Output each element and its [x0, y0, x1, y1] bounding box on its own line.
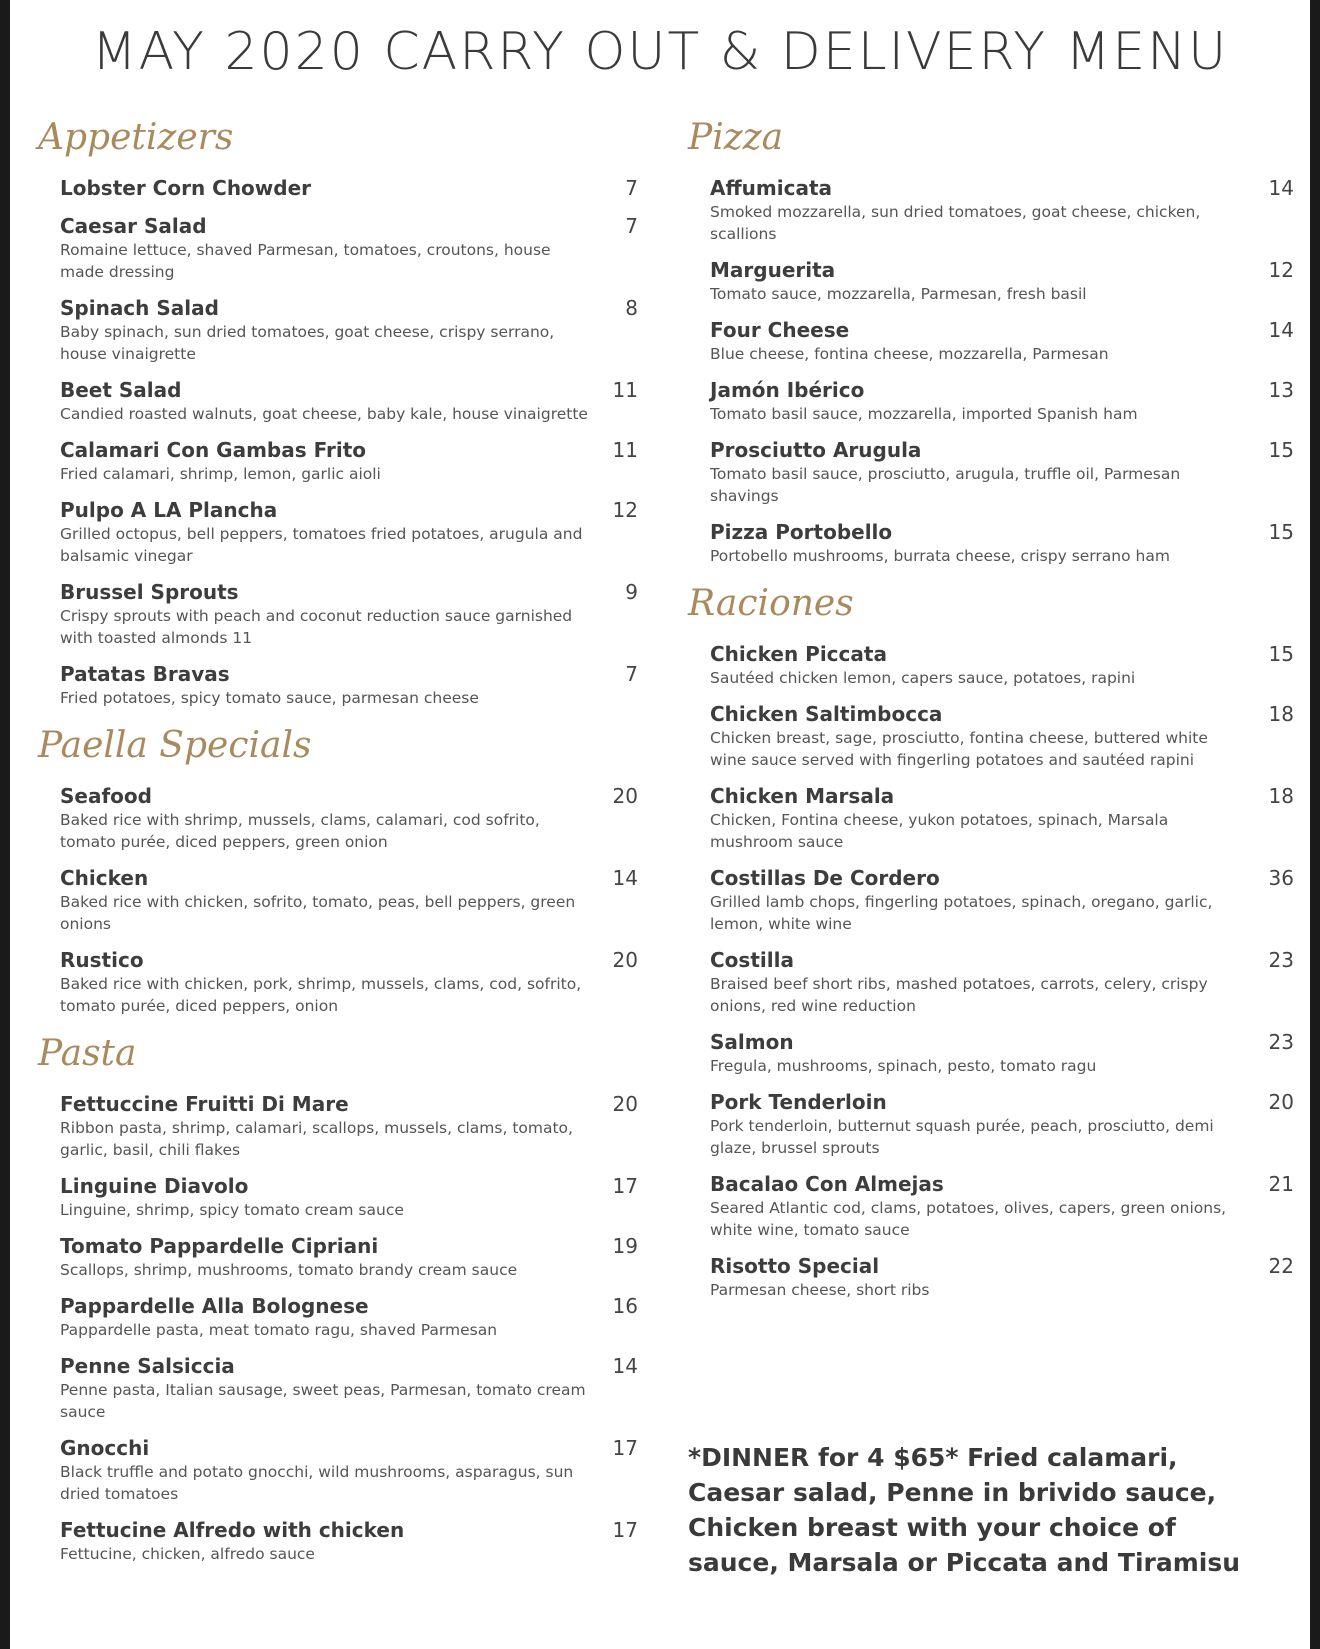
menu-item-price: 14 [612, 1354, 638, 1378]
menu-item [688, 317, 1304, 365]
menu-item-price: 11 [612, 378, 638, 402]
menu-item-name: Caesar Salad [60, 214, 207, 238]
menu-item-name: Tomato Pappardelle Cipriani [60, 1234, 379, 1258]
menu-item-description: Pappardelle pasta, meat tomato ragu, shaved Parmesan [60, 1321, 498, 1339]
menu-item-description: Penne pasta, Italian sausage, sweet peas, Parmesan, tomato cream sauce [60, 1381, 586, 1421]
menu-item-description: Candied roasted walnuts, goat cheese, baby kale, house vinaigrette [60, 405, 588, 423]
menu-item-name: Pork Tenderloin [710, 1090, 887, 1114]
menu-item [688, 865, 1304, 935]
menu-item-name: Costilla [710, 948, 794, 972]
menu-item-name: Pizza Portobello [710, 520, 893, 544]
menu-item-description: Scallops, shrimp, mushrooms, tomato brandy cream sauce [60, 1261, 518, 1279]
menu-item-price: 20 [612, 1092, 638, 1116]
menu-item-name: Linguine Diavolo [60, 1174, 249, 1198]
menu-item [688, 947, 1304, 1017]
menu-item [688, 437, 1304, 507]
menu-item [38, 947, 648, 1017]
menu-item-description: Braised beef short ribs, mashed potatoes, carrots, celery, crispy onions, red wine reduction [710, 975, 1208, 1015]
menu-item [38, 1435, 648, 1505]
menu-item-price: 11 [612, 438, 638, 462]
menu-item-description: Fried calamari, shrimp, lemon, garlic aioli [60, 465, 381, 483]
menu-item-description: Grilled lamb chops, fingerling potatoes, spinach, oregano, garlic, lemon, white wine [710, 893, 1213, 933]
menu-item-price: 7 [625, 662, 638, 686]
menu-item [38, 1293, 648, 1341]
menu-item-price: 14 [1268, 176, 1294, 200]
menu-item-name: Jamón Ibérico [710, 378, 865, 402]
menu-item [688, 1253, 1304, 1301]
right-column [688, 115, 1304, 1315]
menu-item-description: Romaine lettuce, shaved Parmesan, tomatoes, croutons, house made dressing [60, 241, 551, 281]
menu-item [38, 213, 648, 283]
menu-item-price: 20 [612, 784, 638, 808]
section-title: Appetizers [38, 117, 234, 158]
menu-item-description: Fregula, mushrooms, spinach, pesto, tomato ragu [710, 1057, 1097, 1075]
menu-section-raciones [688, 581, 1304, 1301]
menu-item-name: Costillas De Cordero [710, 866, 940, 890]
menu-item-description: Tomato sauce, mozzarella, Parmesan, fresh basil [710, 285, 1087, 303]
menu-item [688, 783, 1304, 853]
section-title: Paella Specials [38, 725, 312, 766]
menu-item-description: Baked rice with chicken, pork, shrimp, mussels, clams, cod, sofrito, tomato purée, diced peppers, onion [60, 975, 582, 1015]
menu-item-description: Parmesan cheese, short ribs [710, 1281, 930, 1299]
menu-item [688, 1089, 1304, 1159]
section-title: Pasta [38, 1033, 137, 1074]
menu-section-pasta [38, 1031, 648, 1565]
menu-page [10, 0, 1310, 1649]
menu-item [688, 1171, 1304, 1241]
menu-item [688, 519, 1304, 567]
menu-item-name: Brussel Sprouts [60, 580, 239, 604]
menu-item-price: 21 [1268, 1172, 1294, 1196]
menu-item-name: Pappardelle Alla Bolognese [60, 1294, 369, 1318]
dinner-special: *DINNER for 4 $65* Fried calamari, Caesar salad, Penne in brivido sauce, Chicken breast with your choice of sauce, Marsala or Piccata and Tiramisu [688, 1443, 1241, 1577]
menu-item-price: 20 [612, 948, 638, 972]
menu-item-price: 8 [625, 296, 638, 320]
menu-item-description: Blue cheese, fontina cheese, mozzarella, Parmesan [710, 345, 1109, 363]
menu-item [688, 1029, 1304, 1077]
section-title: Pizza [688, 117, 784, 158]
menu-item-name: Chicken Marsala [710, 784, 895, 808]
menu-item [38, 1517, 648, 1565]
menu-item-name: Salmon [710, 1030, 794, 1054]
menu-item-price: 12 [612, 498, 638, 522]
menu-item-price: 20 [1268, 1090, 1294, 1114]
menu-item-price: 9 [625, 580, 638, 604]
menu-item-price: 13 [1268, 378, 1294, 402]
menu-item-name: Affumicata [710, 176, 833, 200]
menu-item [688, 175, 1304, 245]
menu-item [38, 437, 648, 485]
menu-item [38, 661, 648, 709]
menu-item-price: 22 [1268, 1254, 1294, 1278]
menu-item [38, 1233, 648, 1281]
menu-item-name: Chicken Piccata [710, 642, 887, 666]
menu-item-description: Fried potatoes, spicy tomato sauce, parmesan cheese [60, 689, 479, 707]
menu-item-price: 17 [612, 1436, 638, 1460]
menu-item-name: Bacalao Con Almejas [710, 1172, 944, 1196]
left-column [38, 115, 648, 1579]
menu-item-price: 15 [1268, 438, 1294, 462]
menu-item [38, 783, 648, 853]
menu-item-description: Baked rice with chicken, sofrito, tomato, peas, bell peppers, green onions [60, 893, 576, 933]
menu-item-name: Gnocchi [60, 1436, 150, 1460]
menu-item-name: Four Cheese [710, 318, 850, 342]
menu-item-price: 36 [1268, 866, 1294, 890]
menu-item-price: 15 [1268, 642, 1294, 666]
menu-item-description: Smoked mozzarella, sun dried tomatoes, goat cheese, chicken, scallions [710, 203, 1201, 243]
menu-item-description: Sautéed chicken lemon, capers sauce, potatoes, rapini [710, 669, 1136, 687]
menu-item-price: 7 [625, 214, 638, 238]
menu-item-name: Fettucine Alfredo with chicken [60, 1518, 405, 1542]
menu-item-name: Rustico [60, 948, 144, 972]
menu-item-name: Lobster Corn Chowder [60, 176, 312, 200]
menu-item [38, 1091, 648, 1161]
menu-item-name: Seafood [60, 784, 152, 808]
menu-item-description: Crispy sprouts with peach and coconut reduction sauce garnished with toasted almonds 11 [60, 607, 573, 647]
menu-item-name: Marguerita [710, 258, 836, 282]
menu-section-appetizers [38, 115, 648, 709]
menu-item-description: Grilled octopus, bell peppers, tomatoes fried potatoes, arugula and balsamic vinegar [60, 525, 583, 565]
menu-item-price: 16 [612, 1294, 638, 1318]
menu-item [38, 377, 648, 425]
menu-item-price: 18 [1268, 702, 1294, 726]
menu-item-description: Linguine, shrimp, spicy tomato cream sauce [60, 1201, 404, 1219]
menu-item-name: Pulpo A LA Plancha [60, 498, 278, 522]
menu-item-name: Fettuccine Fruitti Di Mare [60, 1092, 349, 1116]
menu-item-name: Beet Salad [60, 378, 182, 402]
menu-item-description: Portobello mushrooms, burrata cheese, crispy serrano ham [710, 547, 1170, 565]
menu-item [38, 295, 648, 365]
menu-item-description: Pork tenderloin, butternut squash purée, peach, prosciutto, demi glaze, brussel sprouts [710, 1117, 1214, 1157]
menu-item [38, 579, 648, 649]
menu-item-name: Prosciutto Arugula [710, 438, 922, 462]
menu-item [38, 865, 648, 935]
menu-item-name: Calamari Con Gambas Frito [60, 438, 366, 462]
menu-item [688, 377, 1304, 425]
menu-item-price: 7 [625, 176, 638, 200]
menu-item-name: Spinach Salad [60, 296, 219, 320]
menu-item-price: 17 [612, 1518, 638, 1542]
menu-section-paella-specials [38, 723, 648, 1017]
menu-item-description: Tomato basil sauce, mozzarella, imported Spanish ham [710, 405, 1138, 423]
menu-item-description: Baked rice with shrimp, mussels, clams, calamari, cod sofrito, tomato purée, diced peppers, green onion [60, 811, 540, 851]
menu-item-description: Baby spinach, sun dried tomatoes, goat cheese, crispy serrano, house vinaigrette [60, 323, 555, 363]
menu-item-price: 17 [612, 1174, 638, 1198]
section-title: Raciones [688, 583, 854, 624]
menu-title: MAY 2020 CARRY OUT & DELIVERY MENU [91, 22, 1229, 82]
menu-item [38, 175, 648, 201]
menu-item [38, 1353, 648, 1423]
menu-item [38, 497, 648, 567]
menu-item-price: 18 [1268, 784, 1294, 808]
menu-item-price: 14 [1268, 318, 1294, 342]
menu-item-description: Ribbon pasta, shrimp, calamari, scallops, mussels, clams, tomato, garlic, basil, chili flakes [60, 1119, 573, 1159]
menu-item-price: 19 [612, 1234, 638, 1258]
menu-item-name: Chicken [60, 866, 149, 890]
menu-item-description: Black truffle and potato gnocchi, wild mushrooms, asparagus, sun dried tomatoes [60, 1463, 574, 1503]
menu-item-description: Fettucine, chicken, alfredo sauce [60, 1545, 315, 1563]
menu-item-name: Risotto Special [710, 1254, 880, 1278]
menu-item [688, 641, 1304, 689]
menu-item-name: Patatas Bravas [60, 662, 230, 686]
menu-item-description: Tomato basil sauce, prosciutto, arugula, truffle oil, Parmesan shavings [710, 465, 1181, 505]
menu-item-price: 14 [612, 866, 638, 890]
menu-item [688, 701, 1304, 771]
menu-item-price: 12 [1268, 258, 1294, 282]
menu-item-name: Penne Salsiccia [60, 1354, 235, 1378]
menu-item-price: 23 [1268, 948, 1294, 972]
menu-item-price: 15 [1268, 520, 1294, 544]
menu-section-pizza [688, 115, 1304, 567]
menu-item-description: Chicken breast, sage, prosciutto, fontina cheese, buttered white wine sauce served with fingerling potatoes and sautéed rapini [710, 729, 1208, 769]
menu-item-price: 23 [1268, 1030, 1294, 1054]
menu-item-description: Chicken, Fontina cheese, yukon potatoes, spinach, Marsala mushroom sauce [710, 811, 1169, 851]
menu-item-name: Chicken Saltimbocca [710, 702, 943, 726]
menu-item [38, 1173, 648, 1221]
menu-item [688, 257, 1304, 305]
menu-item-description: Seared Atlantic cod, clams, potatoes, olives, capers, green onions, white wine, tomato sauce [710, 1199, 1227, 1239]
